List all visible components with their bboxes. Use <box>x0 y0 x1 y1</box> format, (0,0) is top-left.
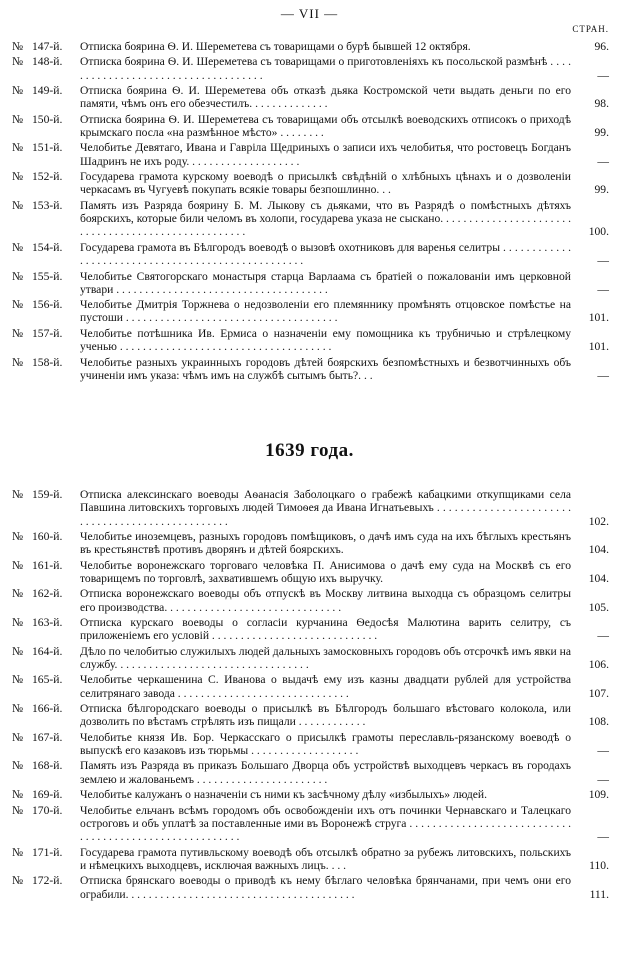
entry-text: Отписка боярина Ѳ. И. Шереметева объ отказѣ дьяка Костромской чети выдать деньги по его памяти, чѣмъ онъ его обезчестилъ. . . . . . . . . . . . . . <box>80 84 571 111</box>
entries-list-1638 <box>12 40 609 384</box>
entry-page-ref: — <box>597 830 609 844</box>
entry-number: 170-й. <box>32 803 63 817</box>
list-item <box>12 530 609 557</box>
entry-number: 172-й. <box>32 874 63 888</box>
entry-page-ref: — <box>597 629 609 643</box>
list-item <box>12 40 609 53</box>
number-sign: № <box>12 874 24 888</box>
entry-page-ref: 111. <box>589 887 609 901</box>
entry-page-ref: 100. <box>588 225 609 239</box>
entry-text: Отписка воронежскаго воеводы объ отпускѣ въ Москву литвина выходца съ образцомъ селитры его производства. . . . . . . . . . . . . . . . . . . . . . . . . . . . . . . <box>80 587 571 614</box>
list-item <box>12 759 609 786</box>
entry-text: Отписка брянскаго воеводы о приводѣ къ нему бѣглаго человѣка брянчанами, при чемъ они его ограбили. . . . . . . . . . . . . . . . . . . . . . . . . . . . . . . . . . . . . . . . <box>80 874 571 901</box>
entry-number: 148-й. <box>32 55 63 69</box>
entry-page-ref: 99. <box>594 183 609 197</box>
entry-text: Отписка боярина Ѳ. И. Шереметева съ товарищами о приготовленіяхъ къ посольской размѣнѣ . . . . . . . . . . . . . . . . . . . . . . . . . . . . . . . . . . . . <box>80 55 571 82</box>
entry-number: 159-й. <box>32 488 63 501</box>
list-item <box>12 804 609 844</box>
entry-page-ref: 105. <box>588 600 609 614</box>
number-sign: № <box>12 803 24 817</box>
running-head: — VII — <box>280 6 339 21</box>
entry-page-ref: 108. <box>588 715 609 729</box>
entry-number: 147-й. <box>32 40 63 53</box>
entry-text: Отписка алексинскаго воеводы Аѳанасія Заболоцкаго о грабежѣ кабацкими откупщиками села Павшина литовскихъ торговыхъ людей Тимоѳея да Ивана Игнатьевыхъ . . . . . . . . . . . . . . . . . . . . . . . . . . . . . . . . . . . . . . . . . . . . . . . . . <box>80 488 571 528</box>
entry-number: 169-й. <box>32 788 63 802</box>
entry-page-ref: 102. <box>588 514 609 528</box>
list-item <box>12 356 609 383</box>
entry-text: Память изъ Разряда въ приказъ Большаго Дворца объ устройствѣ выходцевъ черкасъ въ городахъ землею и жалованьемъ . . . . . . . . . . . . . . . . . . . . . . . <box>80 759 571 786</box>
number-sign: № <box>12 170 24 184</box>
number-sign: № <box>12 488 24 501</box>
entry-text: Челобитье Дмитрія Торжнева о недозволеніи его племяннику промѣнять отцовское помѣстье на пустоши . . . . . . . . . . . . . . . . . . . . . . . . . . . . . . . . . . . . . <box>80 298 571 325</box>
entry-text: Челобитье потѣшника Ив. Ермиса о назначеніи ему помощника къ трубничью и стрѣлецкому ученью . . . . . . . . . . . . . . . . . . . . . . . . . . . . . . . . . . . . . <box>80 326 571 354</box>
number-sign: № <box>12 269 24 283</box>
entry-text: Челобитье Святогорскаго монастыря старца Варлаама съ братіей о пожалованіи имъ церковной утвари . . . . . . . . . . . . . . . . . . . . . . . . . . . . . . . . . . . . . <box>80 269 571 296</box>
page-column-label: СТРАН. <box>572 24 609 34</box>
entries-list-1639 <box>12 488 609 903</box>
entry-number: 149-й. <box>32 84 63 98</box>
entry-page-ref: 109. <box>588 788 609 802</box>
number-sign: № <box>12 558 24 572</box>
entry-number: 156-й. <box>32 298 63 312</box>
entry-text: Дѣло по челобитью служилыхъ людей дальныхъ замосковныхъ городовъ объ отсрочкѣ имъ явки на службу. . . . . . . . . . . . . . . . . . . . . . . . . . . . . . . . . . <box>80 644 571 672</box>
number-sign: № <box>12 702 24 716</box>
list-item <box>12 488 609 528</box>
list-item <box>12 846 609 873</box>
list-item <box>12 55 609 82</box>
entry-page-ref: — <box>597 282 609 296</box>
number-sign: № <box>12 298 24 312</box>
entry-number: 161-й. <box>32 558 63 572</box>
entry-text: Отписка курскаго воеводы о согласіи курчанина Ѳедосѣя Малютина варить селитру, съ приложеніемъ его условій . . . . . . . . . . . . . . . . . . . . . . . . . . . . . <box>80 616 571 643</box>
list-item <box>12 616 609 643</box>
entry-text: Память изъ Разряда боярину Б. М. Лыкову съ дьяками, что въ Разрядѣ о помѣстныхъ дѣтяхъ боярскихъ, которые били челомъ въ холопи, государева указа не сыскано. . . . . . . . . . . . . . . . . . . . . . . . . . . . . . . . . . . . . . . . . . . . . . . . . . . . <box>80 198 571 239</box>
list-item <box>12 84 609 111</box>
list-item <box>12 199 609 239</box>
entry-number: 171-й. <box>32 845 63 859</box>
number-sign: № <box>12 587 24 601</box>
entry-text: Государева грамота курскому воеводѣ о присылкѣ свѣдѣній о хлѣбныхъ цѣнахъ и о дозволеніи черкасамъ въ Чугуевѣ покупать всякіе товары безпошлинно. . . <box>80 170 571 197</box>
entry-number: 157-й. <box>32 326 63 340</box>
list-item <box>12 673 609 700</box>
entry-page-ref: 99. <box>594 126 609 140</box>
number-sign: № <box>12 616 24 630</box>
list-item <box>12 170 609 197</box>
entry-number: 162-й. <box>32 587 63 601</box>
number-sign: № <box>12 730 24 744</box>
entry-page-ref: 96. <box>594 40 609 53</box>
entry-text: Челобитье ельчанъ всѣмъ городомъ объ освобожденіи ихъ отъ починки Чернавскаго и Талецкаго остроговъ и объ уплатѣ за поставленные ими въ Воронежѣ струга . . . . . . . . . . . . . . . . . . . . . . . . . . . . . . . . . . . . . . . . . . . . . . . . . . . . . . . . <box>80 803 571 844</box>
entry-text: Отписка боярина Ѳ. И. Шереметева съ товарищами объ отсылкѣ воеводскихъ отписокъ о приходѣ крымскаго посла «на размѣнное мѣсто» . . . . . . . . <box>80 112 571 140</box>
number-sign: № <box>12 40 24 53</box>
entry-text: Челобитье разныхъ украинныхъ городовъ дѣтей боярскихъ безпомѣстныхъ и безвотчинныхъ объ учиненіи имъ указа: чѣмъ имъ на службѣ сытымъ быть?. . . <box>80 355 571 382</box>
number-sign: № <box>12 788 24 802</box>
year-heading: 1639 года. <box>265 440 354 461</box>
entry-page-ref: 106. <box>588 658 609 672</box>
entry-text: Отписка боярина Ѳ. И. Шереметева съ товарищами о бурѣ бывшей 12 октября. <box>80 40 471 53</box>
number-sign: № <box>12 845 24 859</box>
list-item <box>12 141 609 168</box>
entry-text: Челобитье Девятаго, Ивана и Гавріла Щедриныхъ о записи ихъ челобитья, что ростовецъ Богданъ Шадринъ не ихъ роду. . . . . . . . . . . . . . . . . . . . <box>80 141 571 168</box>
entry-page-ref: 104. <box>588 543 609 557</box>
entry-number: 151-й. <box>32 141 63 155</box>
list-item <box>12 241 609 268</box>
entry-number: 153-й. <box>32 198 63 212</box>
number-sign: № <box>12 84 24 98</box>
list-item <box>12 298 609 325</box>
list-item <box>12 113 609 140</box>
number-sign: № <box>12 55 24 69</box>
entry-page-ref: — <box>597 744 609 758</box>
list-item <box>12 788 609 801</box>
entry-page-ref: 107. <box>588 686 609 700</box>
entry-number: 152-й. <box>32 170 63 184</box>
number-sign: № <box>12 644 24 658</box>
entry-page-ref: 101. <box>588 311 609 325</box>
list-item <box>12 874 609 901</box>
number-sign: № <box>12 673 24 687</box>
number-sign: № <box>12 326 24 340</box>
entry-number: 155-й. <box>32 269 63 283</box>
entry-text: Государева грамота въ Бѣлгородъ воеводѣ о вызовѣ охотниковъ для варенья селитры . . . . . . . . . . . . . . . . . . . . . . . . . . . . . . . . . . . . . . . . . . . . . . . . . . . <box>80 240 571 268</box>
entry-text: Челобитье калужанъ о назначеніи съ ними къ засѣчному дѣлу «избылыхъ» людей. <box>80 788 487 802</box>
entry-page-ref: 104. <box>588 571 609 585</box>
entry-page-ref: 110. <box>589 858 609 872</box>
entry-number: 167-й. <box>32 730 63 744</box>
entry-number: 158-й. <box>32 355 63 369</box>
entry-page-ref: — <box>597 68 609 82</box>
number-sign: № <box>12 529 24 543</box>
number-sign: № <box>12 198 24 212</box>
entry-number: 164-й. <box>32 644 63 658</box>
entry-number: 165-й. <box>32 673 63 687</box>
entry-number: 154-й. <box>32 240 63 254</box>
list-item <box>12 702 609 729</box>
list-item <box>12 645 609 672</box>
entry-number: 166-й. <box>32 702 63 716</box>
number-sign: № <box>12 112 24 126</box>
entry-page-ref: — <box>597 154 609 168</box>
list-item <box>12 327 609 354</box>
list-item <box>12 731 609 758</box>
entry-number: 150-й. <box>32 112 63 126</box>
list-item <box>12 559 609 586</box>
entry-number: 163-й. <box>32 616 63 630</box>
entry-page-ref: 98. <box>594 97 609 111</box>
entry-text: Челобитье воронежскаго торговаго человѣка П. Анисимова о дачѣ ему суда на Москвѣ съ его товарищемъ по торговлѣ, захватившемъ общую ихъ выручку. <box>80 558 571 585</box>
number-sign: № <box>12 141 24 155</box>
entry-number: 168-й. <box>32 759 63 773</box>
entry-text: Челобитье князя Ив. Бор. Черкасскаго о присылкѣ грамоты переславль-рязанскому воеводѣ о выпускѣ его казаковъ изъ тюрьмы . . . . . . . . . . . . . . . . . . . <box>80 730 571 758</box>
entry-page-ref: 101. <box>588 340 609 354</box>
entry-page-ref: — <box>597 368 609 382</box>
entry-page-ref: — <box>597 254 609 268</box>
number-sign: № <box>12 355 24 369</box>
entry-text: Челобитье иноземцевъ, разныхъ городовъ помѣщиковъ, о дачѣ имъ суда на ихъ бѣглыхъ крестьянъ въ крестьянствѣ противъ дворянъ и дѣтей боярскихъ. <box>80 529 571 557</box>
list-item <box>12 587 609 614</box>
number-sign: № <box>12 759 24 773</box>
entry-text: Государева грамота путивльскому воеводѣ объ отсылкѣ обратно за рубежъ литовскихъ, польскихъ и нѣмецкихъ выходцевъ, исключая важныхъ лицъ. . . . <box>80 845 571 872</box>
entry-number: 160-й. <box>32 529 63 543</box>
entry-text: Отписка бѣлгородскаго воеводы о присылкѣ въ Бѣлгородъ большаго вѣстоваго колокола, или дозволить по вѣстамъ стрѣлять изъ пищали . . . . . . . . . . . . <box>80 702 571 729</box>
number-sign: № <box>12 240 24 254</box>
list-item <box>12 270 609 297</box>
entry-page-ref: — <box>597 772 609 786</box>
entry-text: Челобитье черкашенина С. Иванова о выдачѣ ему изъ казны двадцати рублей для устройства селитрянаго завода . . . . . . . . . . . . . . . . . . . . . . . . . . . . . . <box>80 673 571 700</box>
